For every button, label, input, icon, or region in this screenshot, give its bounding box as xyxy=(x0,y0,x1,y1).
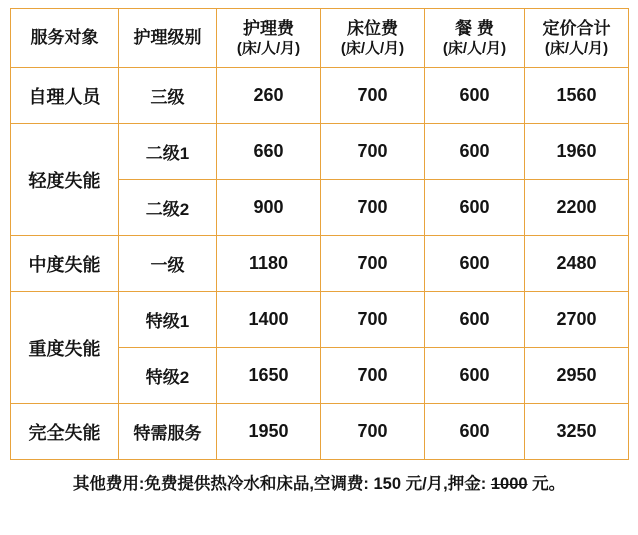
cell-total: 2700 xyxy=(525,292,629,348)
cell-total: 1560 xyxy=(525,68,629,124)
cell-total: 2480 xyxy=(525,236,629,292)
header-title: 定价合计 xyxy=(542,18,611,38)
cell-meal-fee: 600 xyxy=(425,180,525,236)
cell-bed-fee: 700 xyxy=(321,292,425,348)
header-cell-care-level xyxy=(119,9,217,68)
cell-care-fee: 660 xyxy=(217,124,321,180)
other-fees-note xyxy=(10,470,628,494)
cell-bed-fee: 700 xyxy=(321,124,425,180)
cell-care-level: 特级2 xyxy=(119,348,217,404)
header-unit: (床/人/月) xyxy=(544,39,609,57)
header-cell-bed-fee xyxy=(321,9,425,68)
header-row xyxy=(11,9,629,68)
cell-service-object: 自理人员 xyxy=(11,68,119,124)
header-title: 护理费 xyxy=(243,18,294,38)
table-header xyxy=(11,9,629,68)
header-cell-service-object xyxy=(11,9,119,68)
cell-care-level: 二级2 xyxy=(119,180,217,236)
header-title: 服务对象 xyxy=(30,28,99,48)
cell-care-fee: 1650 xyxy=(217,348,321,404)
header-title: 餐 费 xyxy=(455,18,494,38)
table-row xyxy=(11,292,629,348)
cell-service-object: 中度失能 xyxy=(11,236,119,292)
cell-bed-fee: 700 xyxy=(321,404,425,460)
nursing-price-table xyxy=(10,8,629,460)
note-struck-amount: 1000 xyxy=(490,475,528,493)
cell-care-fee: 1180 xyxy=(217,236,321,292)
table-row xyxy=(11,124,629,180)
cell-care-fee: 260 xyxy=(217,68,321,124)
cell-bed-fee: 700 xyxy=(321,180,425,236)
table-row xyxy=(11,236,629,292)
header-cell-total xyxy=(525,9,629,68)
header-unit: (床/人/月) xyxy=(236,39,301,57)
cell-meal-fee: 600 xyxy=(425,236,525,292)
table-row xyxy=(11,68,629,124)
cell-meal-fee: 600 xyxy=(425,348,525,404)
cell-care-fee: 900 xyxy=(217,180,321,236)
header-unit: (床/人/月) xyxy=(442,39,507,57)
cell-care-fee: 1400 xyxy=(217,292,321,348)
cell-total: 2200 xyxy=(525,180,629,236)
cell-service-object: 完全失能 xyxy=(11,404,119,460)
cell-care-level: 二级1 xyxy=(119,124,217,180)
cell-care-level: 特需服务 xyxy=(119,404,217,460)
header-title: 护理级别 xyxy=(133,28,202,48)
cell-care-level: 三级 xyxy=(119,68,217,124)
cell-service-object: 重度失能 xyxy=(11,292,119,404)
cell-meal-fee: 600 xyxy=(425,124,525,180)
cell-care-level: 一级 xyxy=(119,236,217,292)
cell-care-fee: 1950 xyxy=(217,404,321,460)
header-cell-care-fee xyxy=(217,9,321,68)
note-prefix: 其他费用:免费提供热冷水和床品,空调费: 150 元/月,押金: xyxy=(72,475,491,493)
cell-meal-fee: 600 xyxy=(425,292,525,348)
cell-bed-fee: 700 xyxy=(321,236,425,292)
cell-meal-fee: 600 xyxy=(425,404,525,460)
table-row xyxy=(11,404,629,460)
cell-bed-fee: 700 xyxy=(321,348,425,404)
header-unit: (床/人/月) xyxy=(340,39,405,57)
cell-total: 1960 xyxy=(525,124,629,180)
note-suffix: 元。 xyxy=(527,475,566,493)
cell-total: 2950 xyxy=(525,348,629,404)
cell-bed-fee: 700 xyxy=(321,68,425,124)
table-body xyxy=(11,68,629,460)
header-cell-meal-fee xyxy=(425,9,525,68)
header-title: 床位费 xyxy=(347,18,398,38)
cell-care-level: 特级1 xyxy=(119,292,217,348)
cell-service-object: 轻度失能 xyxy=(11,124,119,236)
cell-meal-fee: 600 xyxy=(425,68,525,124)
cell-total: 3250 xyxy=(525,404,629,460)
